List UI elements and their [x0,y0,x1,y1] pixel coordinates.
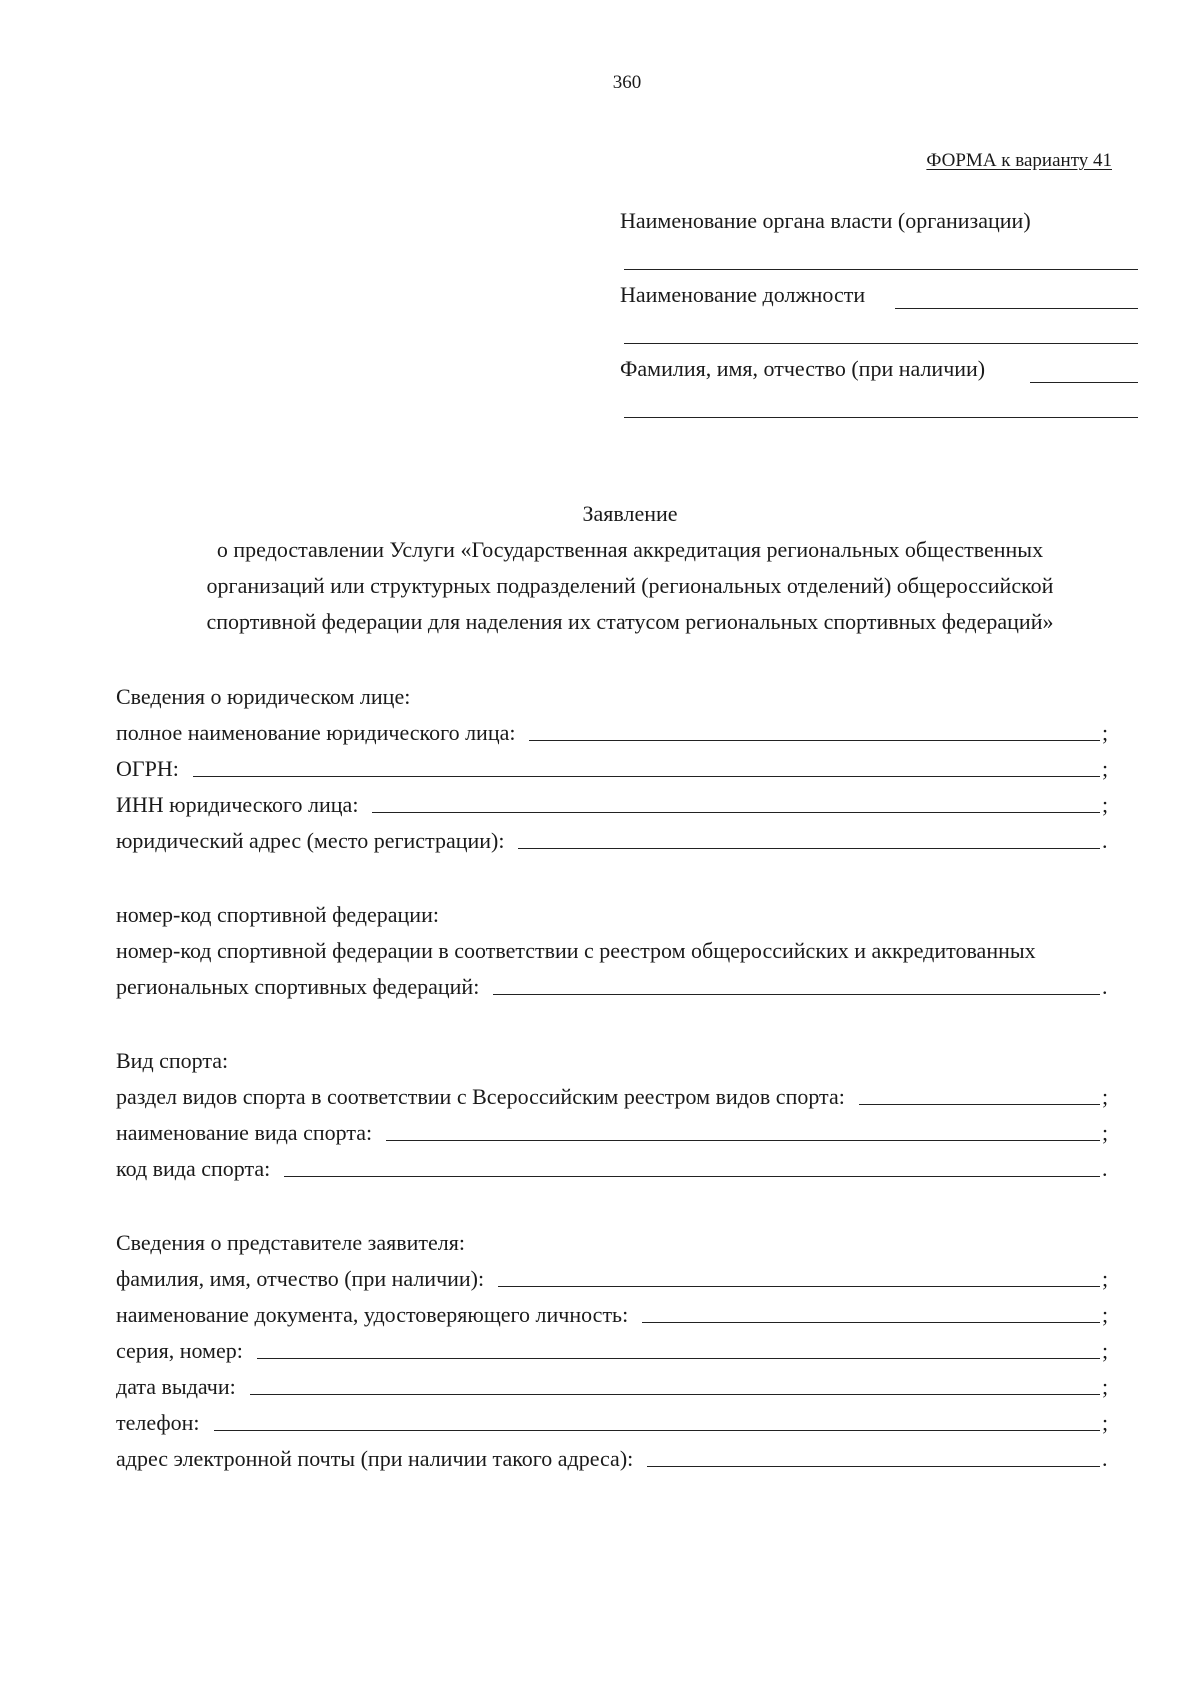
title-line-1: о предоставлении Услуги «Государственная аккредитация региональных общественных [216,537,1044,562]
document-title [120,496,1140,640]
email-field[interactable] [647,1465,1100,1467]
series-number-label: серия, номер: [116,1338,243,1363]
phone-field[interactable] [214,1429,1100,1431]
inn-field[interactable] [372,811,1100,813]
sport-name-row [116,1118,1110,1146]
phone-label: телефон: [116,1410,200,1435]
row-end-mark: . [1102,974,1108,999]
representative-name-row [116,1264,1110,1292]
legal-entity-heading: Сведения о юридическом лице: [116,684,411,709]
position-label: Наименование должности [620,282,866,307]
form-reference: ФОРМА к варианту 41 [926,150,1112,171]
row-end-mark: . [1102,1446,1108,1471]
sport-code-row [116,1154,1110,1182]
email-row [116,1444,1110,1472]
sport-code-field[interactable] [284,1175,1100,1177]
title-line-2: организаций или структурных подразделений (региональных отделений) общероссийской [206,573,1054,598]
row-end-mark: ; [1102,1084,1109,1109]
applicant-name-field-continued[interactable] [624,417,1138,418]
sport-section-field[interactable] [859,1103,1100,1105]
sport-heading: Вид спорта: [116,1048,229,1073]
sport-section-row [116,1082,1110,1110]
title-heading: Заявление [582,501,678,526]
series-number-row [116,1336,1110,1364]
ogrn-field[interactable] [193,775,1100,777]
email-label: адрес электронной почты (при наличии такого адреса): [116,1446,634,1471]
federation-code-field[interactable] [493,993,1100,995]
position-field[interactable] [895,308,1138,309]
legal-address-label: юридический адрес (место регистрации): [116,828,505,853]
legal-address-field[interactable] [518,847,1100,849]
representative-heading: Сведения о представителе заявителя: [116,1230,465,1255]
series-number-field[interactable] [257,1357,1100,1359]
sport-name-field[interactable] [386,1139,1100,1141]
sport-section-label: раздел видов спорта в соответствии с Всероссийским реестром видов спорта: [116,1084,845,1109]
id-document-row [116,1300,1110,1328]
sport-code-label: код вида спорта: [116,1156,271,1181]
federation-code-row [116,972,1110,1000]
page-number: 360 [612,72,642,93]
issue-date-label: дата выдачи: [116,1374,236,1399]
ogrn-label: ОГРН: [116,756,179,781]
authority-field[interactable] [624,269,1138,270]
inn-row [116,790,1110,818]
applicant-name-label: Фамилия, имя, отчество (при наличии) [620,356,986,381]
title-line-3: спортивной федерации для наделения их статусом региональных спортивных федераций» [206,609,1054,634]
phone-row [116,1408,1110,1436]
legal-address-row [116,826,1110,854]
representative-name-label: фамилия, имя, отчество (при наличии): [116,1266,485,1291]
federation-code-heading: номер-код спортивной федерации: [116,902,439,927]
authority-label: Наименование органа власти (организации) [620,208,1031,233]
issue-date-row [116,1372,1110,1400]
id-document-field[interactable] [642,1321,1100,1323]
representative-name-field[interactable] [498,1285,1100,1287]
sport-name-label: наименование вида спорта: [116,1120,373,1145]
id-document-label: наименование документа, удостоверяющего личность: [116,1302,629,1327]
ogrn-row [116,754,1110,782]
row-end-mark: ; [1102,1374,1109,1399]
row-end-mark: ; [1102,1302,1109,1327]
federation-code-description: номер-код спортивной федерации в соответствии с реестром общероссийских и аккредитованных [116,938,1036,963]
legal-entity-name-field[interactable] [529,739,1100,741]
row-end-mark: ; [1102,1266,1109,1291]
applicant-name-field[interactable] [1030,382,1138,383]
row-end-mark: ; [1102,756,1109,781]
row-end-mark: ; [1102,792,1109,817]
row-end-mark: . [1102,1156,1108,1181]
federation-code-label: региональных спортивных федераций: [116,974,480,999]
row-end-mark: . [1102,828,1108,853]
inn-label: ИНН юридического лица: [116,792,359,817]
row-end-mark: ; [1102,720,1109,745]
legal-entity-name-label: полное наименование юридического лица: [116,720,516,745]
row-end-mark: ; [1102,1120,1109,1145]
legal-entity-name-row [116,718,1110,746]
position-field-continued[interactable] [624,343,1138,344]
row-end-mark: ; [1102,1410,1109,1435]
row-end-mark: ; [1102,1338,1109,1363]
issue-date-field[interactable] [250,1393,1100,1395]
